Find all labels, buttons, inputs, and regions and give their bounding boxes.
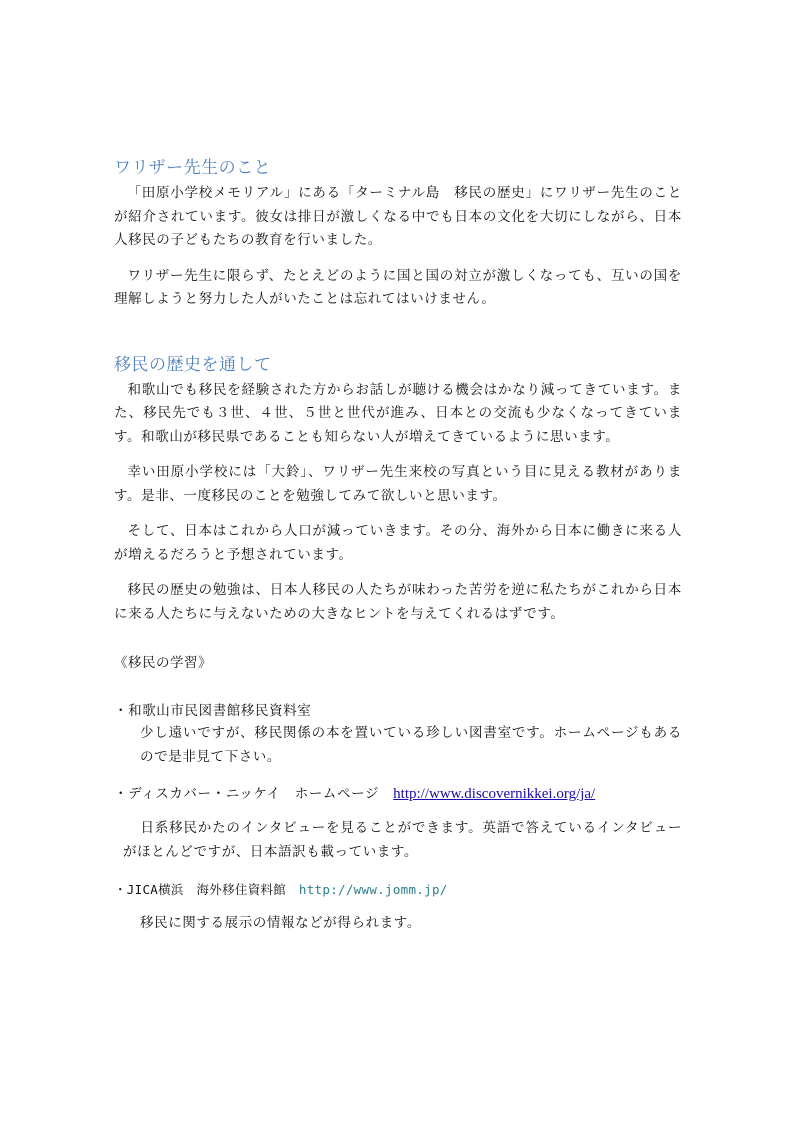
resource-title-discover-nikkei (114, 783, 682, 805)
paragraph: 幸い田原小学校には「大鈴」、ワリザー先生来校の写真という目に見える教材があります。是非、一度移民のことを勉強してみて欲しいと思います。 (114, 464, 682, 504)
study-title: 《移民の学習》 (114, 655, 212, 671)
paragraph: 「田原小学校メモリアル」にある「ターミナル島 移民の歴史」にワリザー先生のことが紹介されています。彼女は排日が激しくなる中でも日本の文化を大切にしながら、日本人移民の子どもたちの教育を行いました。 (114, 185, 682, 248)
jomm-link[interactable]: http://www.jomm.jp/ (298, 882, 448, 897)
study-section (114, 652, 682, 936)
section-walizer (114, 157, 682, 312)
section-heading: 移民の歴史を通して (114, 354, 272, 375)
section-immigration-history (114, 354, 682, 627)
paragraph: ワリザー先生に限らず、たとえどのように国と国の対立が激しくなっても、互いの国を理解しようと努力した人がいたことは忘れてはいけません。 (114, 267, 682, 307)
resource-label: ・JICA横浜 海外移住資料館 (114, 882, 299, 897)
resource-title-jica (114, 880, 682, 900)
resource-description: 移民に関する展示の情報などが得られます。 (140, 915, 421, 931)
resource-description: 少し遠いですが、移民関係の本を置いている珍しい図書室です。ホームページもあるので是非見て下さい。 (140, 725, 682, 765)
section-heading: ワリザー先生のこと (114, 158, 272, 178)
paragraph: そして、日本はこれから人口が減っていきます。その分、海外から日本に働きに来る人が増えるだろうと予想されています。 (114, 523, 682, 563)
paragraph: 移民の歴史の勉強は、日本人移民の人たちが味わった苦労を逆に私たちがこれから日本に来る人たちに与えないための大きなヒントを与えてくれるはずです。 (114, 582, 682, 622)
resource-title-library: ・和歌山市民図書館移民資料室 (114, 703, 312, 719)
document-page (114, 157, 682, 936)
resource-label: ・ディスカバー・ニッケイ ホームページ (114, 786, 394, 802)
discovernikkei-link[interactable]: http://www.discovernikkei.org/ja/ (393, 786, 596, 802)
resource-description: 日系移民かたのインタビューを見ることができます。英語で答えているインタビューがほとんどですが、日本語訳も載っています。 (123, 820, 682, 860)
paragraph: 和歌山でも移民を経験された方からお話しが聴ける機会はかなり減ってきています。また、移民先でも３世、４世、５世と世代が進み、日本との交流も少なくなってきています。和歌山が移民県であることも知らない人が増えてきているように思います。 (114, 381, 682, 445)
